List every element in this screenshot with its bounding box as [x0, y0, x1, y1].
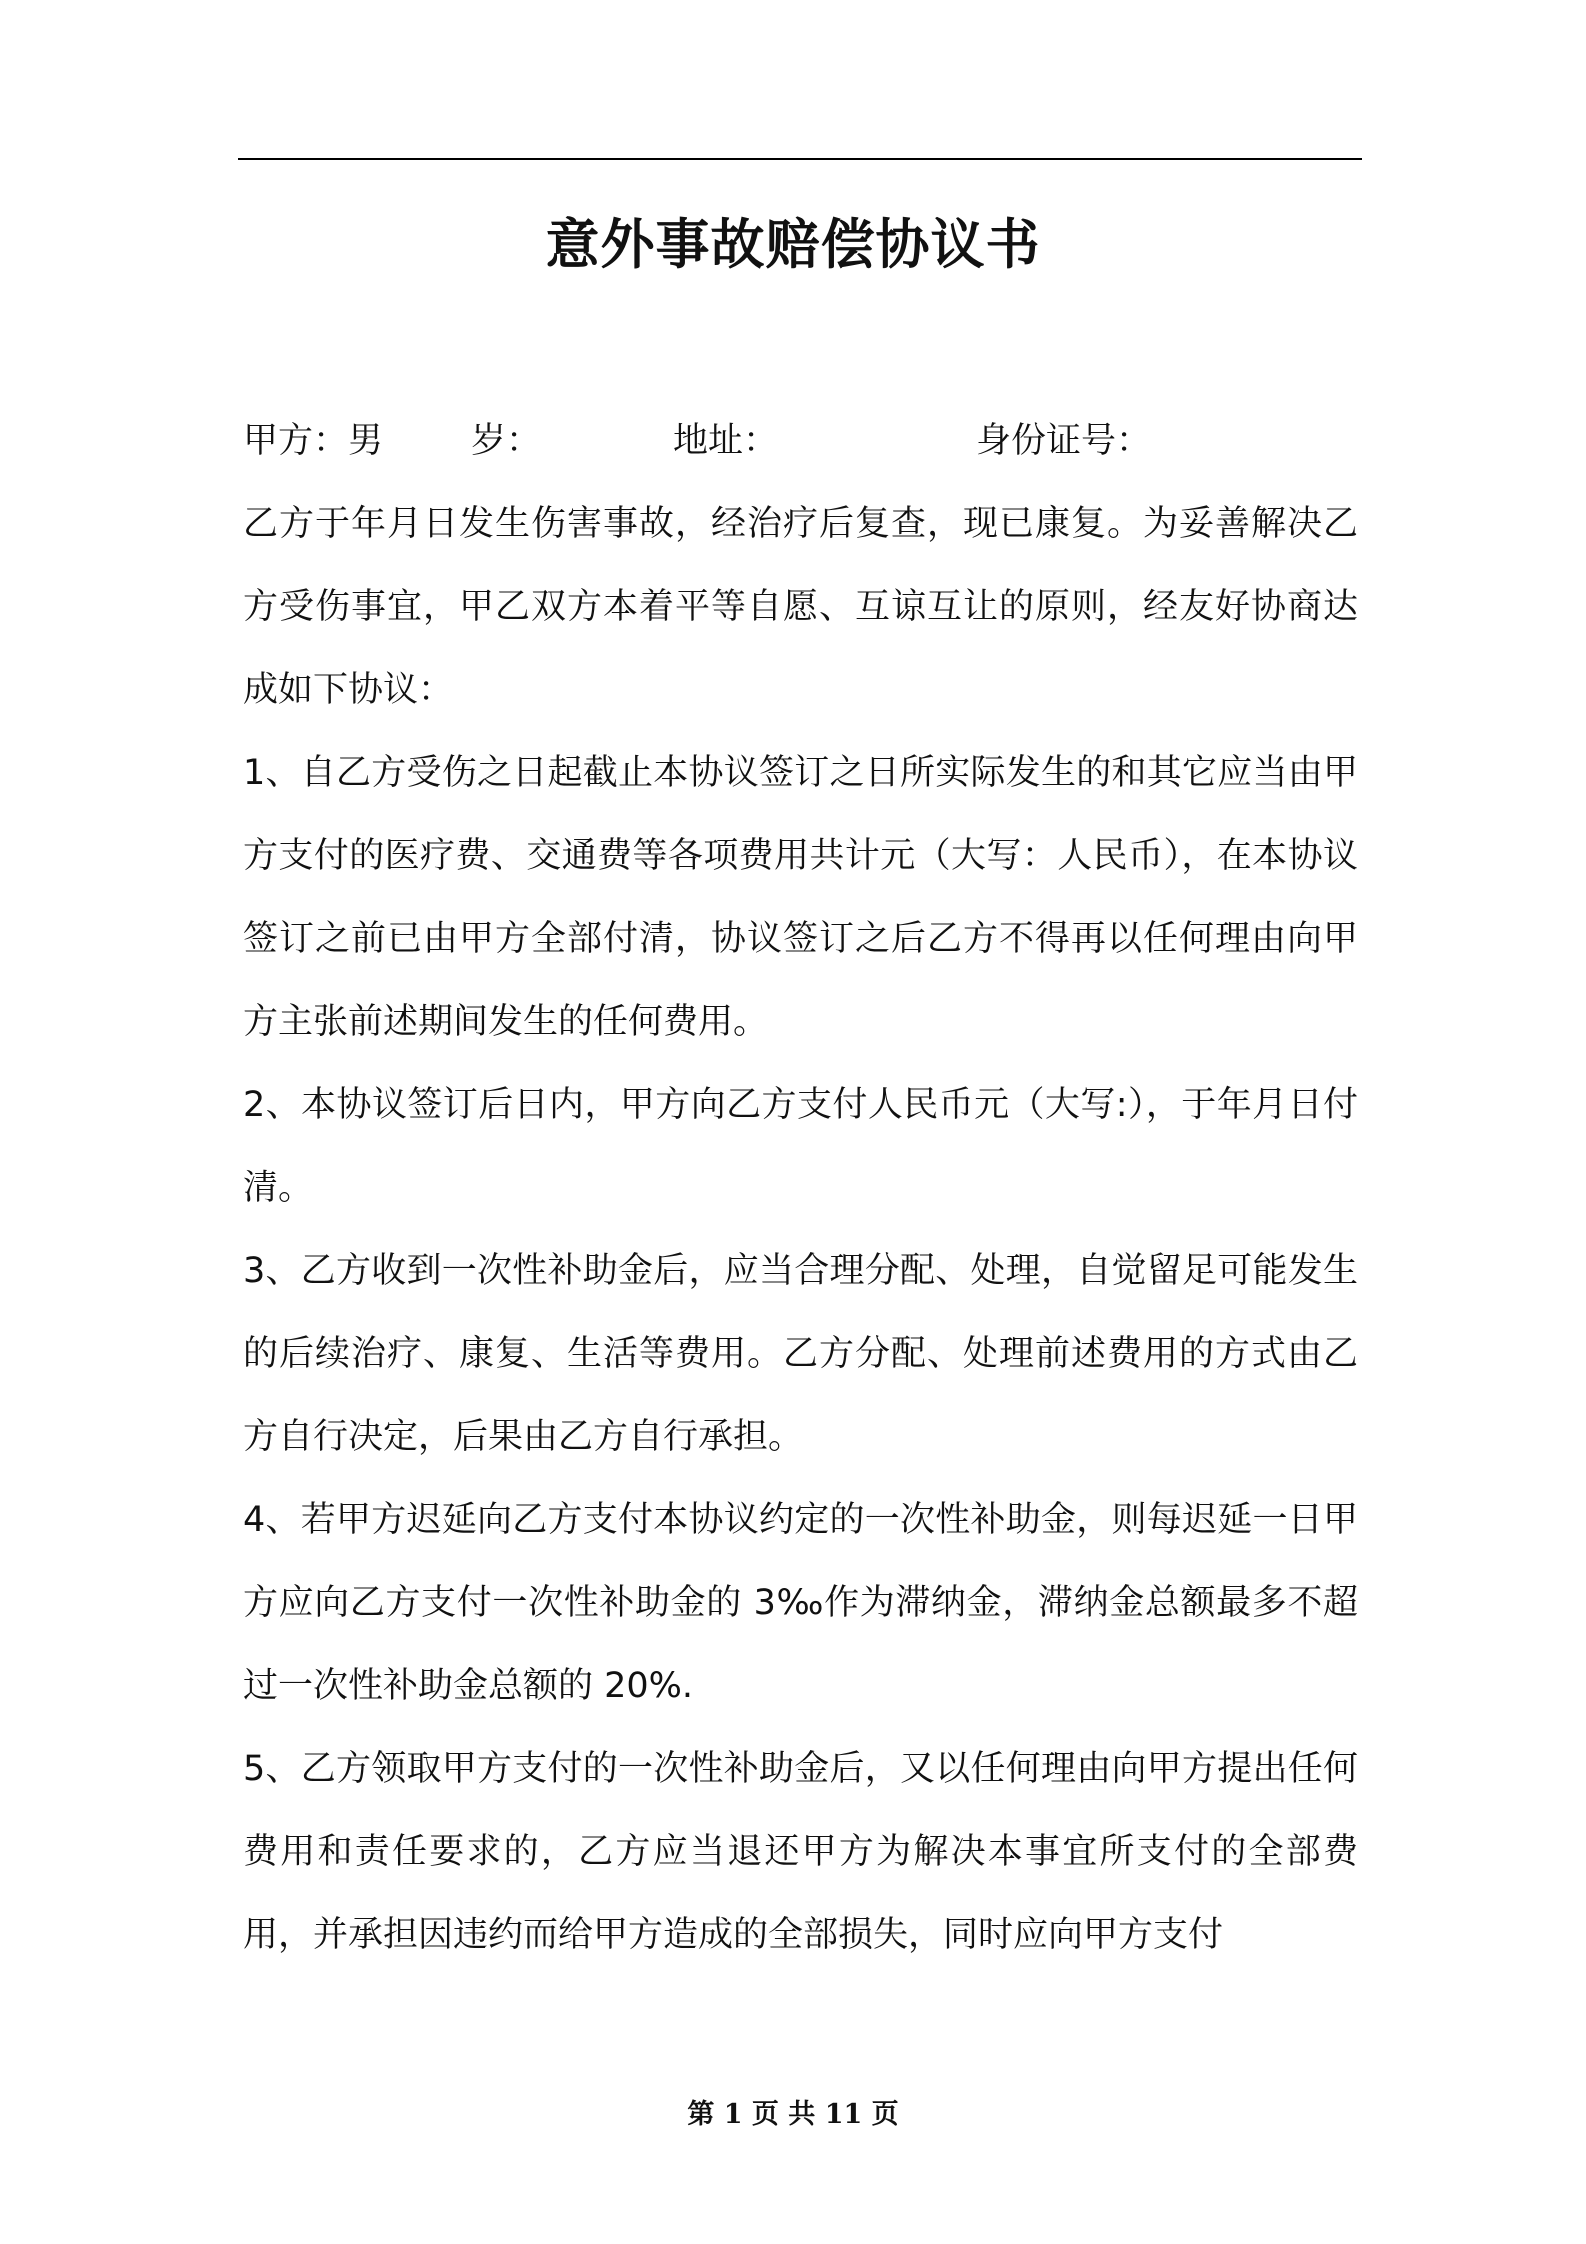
clause-4: 4、若甲方迟延向乙方支付本协议约定的一次性补助金，则每迟延一日甲方应向乙方支付一次性补助金的 3‰作为滞纳金，滞纳金总额最多不超过一次性补助金总额的 20%.	[243, 1500, 1358, 1706]
party-info-line	[243, 400, 1358, 483]
header-rule	[238, 158, 1362, 160]
intro-paragraph: 乙方于年月日发生伤害事故，经治疗后复查，现已康复。为妥善解决乙方受伤事宜，甲乙双方本着平等自愿、互谅互让的原则，经友好协商达成如下协议：	[243, 504, 1358, 710]
age-label: 岁：	[471, 421, 542, 461]
id-number-label: 身份证号：	[976, 421, 1152, 461]
address-label: 地址：	[673, 421, 779, 461]
document-title: 意外事故赔偿协议书	[545, 213, 1041, 276]
clause-2: 2、本协议签订后日内，甲方向乙方支付人民币元（大写:），于年月日付清。	[243, 1085, 1358, 1208]
clause-1: 1、自乙方受伤之日起截止本协议签订之日所实际发生的和其它应当由甲方支付的医疗费、交通费等各项费用共计元（大写：人民币），在本协议签订之前已由甲方全部付清，协议签订之后乙方不得再以任何理由向甲方主张前述期间发生的任何费用。	[243, 753, 1358, 1042]
clause-5: 5、乙方领取甲方支付的一次性补助金后，又以任何理由向甲方提出任何费用和责任要求的，乙方应当退还甲方为解决本事宜所支付的全部费用，并承担因违约而给甲方造成的全部损失，同时应向甲方支付	[243, 1749, 1358, 1955]
party-a-label: 甲方：男	[243, 421, 384, 461]
clause-3: 3、乙方收到一次性补助金后，应当合理分配、处理，自觉留足可能发生的后续治疗、康复、生活等费用。乙方分配、处理前述费用的方式由乙方自行决定，后果由乙方自行承担。	[243, 1251, 1358, 1457]
page-footer: 第 1 页 共 11 页	[687, 2099, 899, 2130]
